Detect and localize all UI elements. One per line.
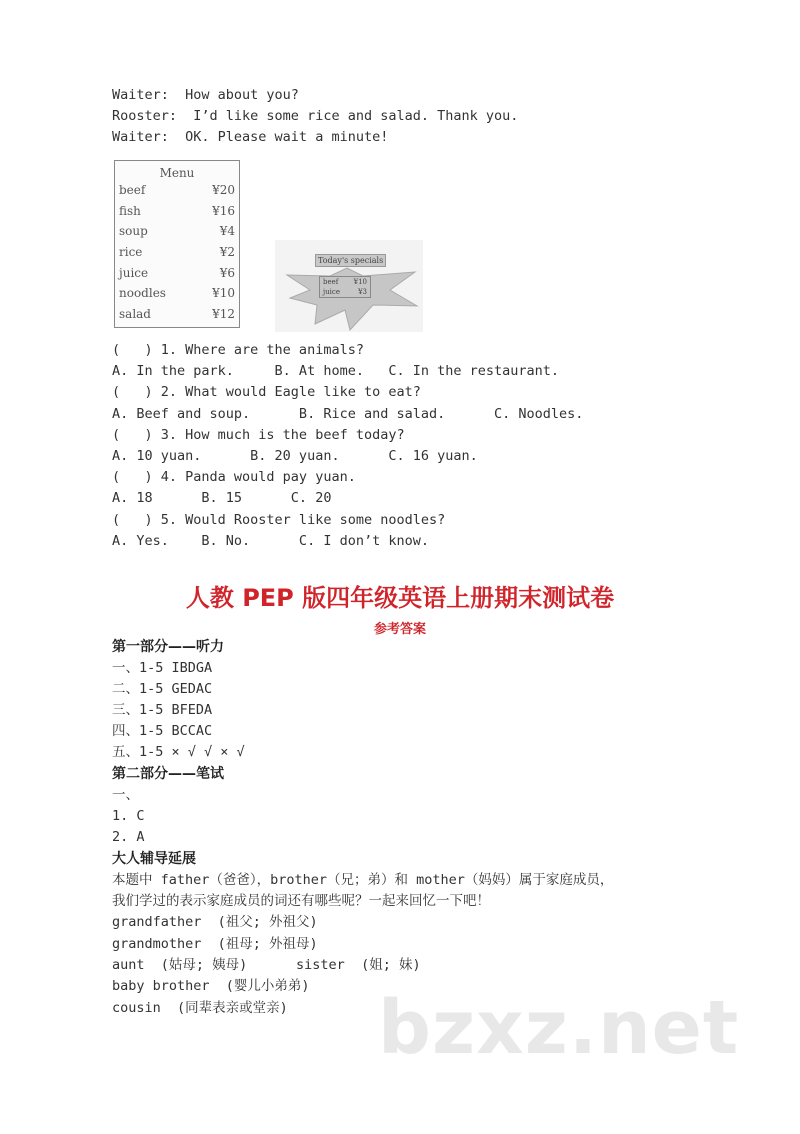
question-line: A. Yes. B. No. C. I don’t know. bbox=[112, 532, 429, 549]
menu-item-price: ¥20 bbox=[212, 183, 235, 197]
answer-line: 我们学过的表示家庭成员的词还有哪些呢？一起来回忆一下吧！ bbox=[112, 893, 490, 909]
menu-item-price: ¥16 bbox=[212, 203, 235, 218]
menu-item-price: ¥2 bbox=[219, 245, 235, 260]
menu-item-name: soup bbox=[119, 224, 148, 239]
menu-item-price: ¥12 bbox=[212, 307, 235, 322]
menu-item-name: rice bbox=[119, 245, 143, 260]
menu-item bbox=[115, 242, 239, 263]
answer-line: 一、 bbox=[112, 787, 139, 803]
answer-line: 本题中 father（爸爸），brother（兄；弟）和 mother（妈妈）属于家庭成员， bbox=[112, 872, 614, 888]
answer-line: 五、1-5 × √ √ × √ bbox=[112, 744, 245, 760]
menu-item bbox=[115, 304, 239, 325]
question-line: ( ) 5. Would Rooster like some noodles? bbox=[112, 511, 446, 528]
special-item-name: juice bbox=[323, 288, 340, 296]
todays-specials-picture bbox=[275, 240, 423, 332]
question-line: A. 18 B. 15 C. 20 bbox=[112, 490, 332, 507]
dialog-line: Waiter: How about you? bbox=[112, 87, 299, 103]
menu-item-name: noodles bbox=[119, 286, 166, 301]
answer-subtitle: 参考答案 bbox=[373, 622, 426, 637]
menu-item-price: ¥10 bbox=[212, 286, 235, 301]
answer-line: 三、1-5 BFEDA bbox=[112, 702, 213, 718]
menu-card bbox=[114, 160, 240, 328]
menu-item-name: juice bbox=[119, 265, 149, 280]
answer-line: grandfather (祖父; 外祖父) bbox=[112, 914, 318, 930]
answer-line: 2. A bbox=[112, 829, 145, 845]
answer-line: 一、1-5 IBDGA bbox=[112, 660, 213, 676]
special-item-price: ¥10 bbox=[353, 278, 367, 286]
answer-line: cousin (同辈表亲或堂亲) bbox=[112, 1000, 288, 1016]
menu-item-name: fish bbox=[119, 203, 141, 218]
special-item bbox=[320, 277, 370, 287]
section-heading: 大人辅导延展 bbox=[112, 851, 196, 867]
question-line: ( ) 4. Panda would pay yuan. bbox=[112, 469, 356, 486]
section-heading: 第一部分——听力 bbox=[112, 639, 224, 655]
menu-item bbox=[115, 263, 239, 284]
watermark: bzxz.net bbox=[378, 985, 740, 1071]
answer-line: grandmother (祖母; 外祖母) bbox=[112, 936, 318, 952]
menu-item bbox=[115, 201, 239, 222]
question-line: ( ) 2. What would Eagle like to eat? bbox=[112, 384, 421, 401]
specials-title: Today's specials bbox=[315, 254, 386, 267]
answer-line: 四、1-5 BCCAC bbox=[112, 723, 213, 739]
menu-item bbox=[115, 180, 239, 201]
answer-title: 人教 PEP 版四年级英语上册期末测试卷 bbox=[185, 584, 615, 612]
menu-item-name: beef bbox=[119, 183, 146, 197]
dialog-line: Waiter: OK. Please wait a minute! bbox=[112, 129, 389, 145]
answer-line: baby brother (婴儿小弟弟) bbox=[112, 978, 310, 994]
menu-title: Menu bbox=[159, 166, 195, 180]
special-item-name: beef bbox=[323, 278, 339, 286]
answer-line: 二、1-5 GEDAC bbox=[112, 681, 213, 697]
special-item bbox=[320, 287, 370, 297]
menu-item-name: salad bbox=[119, 307, 151, 322]
special-item-price: ¥3 bbox=[358, 288, 367, 296]
question-line: A. Beef and soup. B. Rice and salad. C. Noodles. bbox=[112, 405, 584, 422]
section-heading: 第二部分——笔试 bbox=[112, 766, 224, 782]
menu-item bbox=[115, 283, 239, 304]
question-line: ( ) 3. How much is the beef today? bbox=[112, 426, 405, 443]
specials-list bbox=[319, 276, 371, 298]
menu-item-price: ¥6 bbox=[219, 265, 235, 280]
menu-item-price: ¥4 bbox=[219, 224, 235, 239]
question-line: A. 10 yuan. B. 20 yuan. C. 16 yuan. bbox=[112, 448, 478, 464]
answer-line: 1. C bbox=[112, 808, 145, 824]
question-line: ( ) 1. Where are the animals? bbox=[112, 342, 364, 358]
menu-item bbox=[115, 221, 239, 242]
question-line: A. In the park. B. At home. C. In the restaurant. bbox=[112, 363, 560, 380]
dialog-line: Rooster: I’d like some rice and salad. Thank you. bbox=[112, 108, 519, 124]
answer-line: aunt (姑母; 姨母) sister (姐; 妹) bbox=[112, 957, 421, 973]
